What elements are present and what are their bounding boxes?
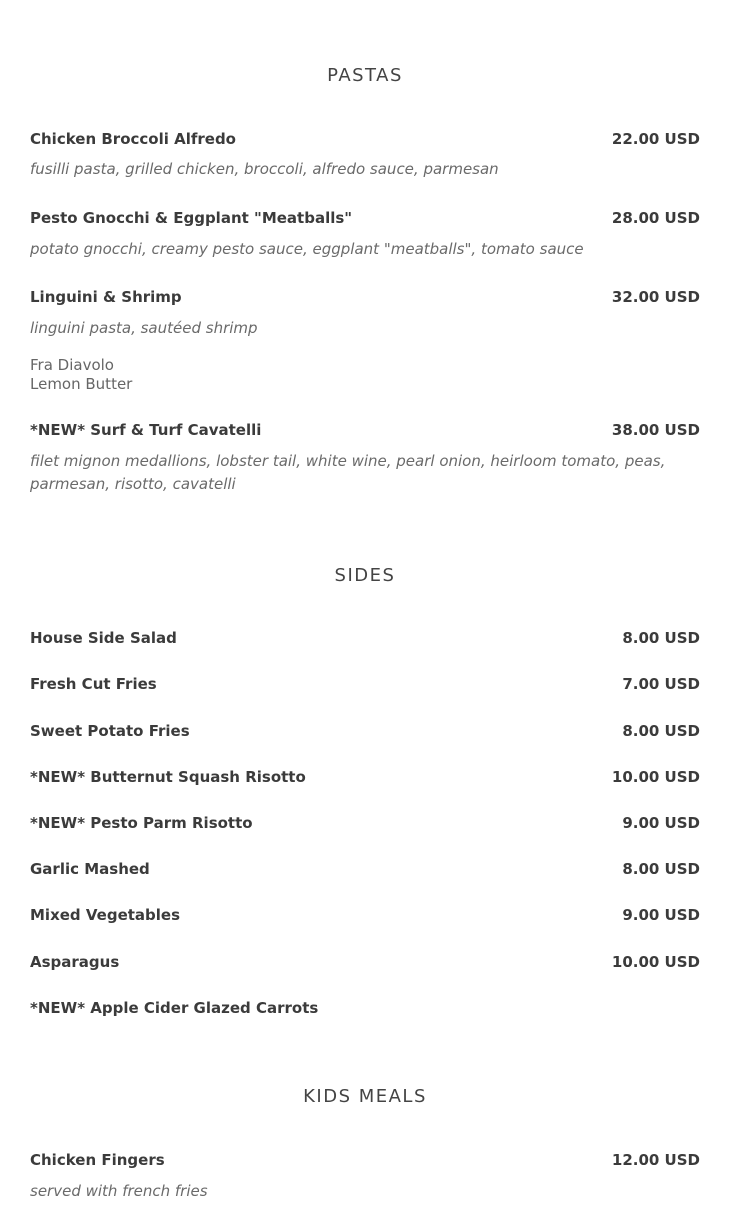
item-name: Pesto Gnocchi & Eggplant "Meatballs"	[30, 209, 353, 227]
item-price: 9.00 USD	[622, 906, 700, 924]
item-option: Lemon Butter	[30, 375, 133, 393]
item-description: linguini pasta, sautéed shrimp	[30, 319, 258, 337]
item-name: Sweet Potato Fries	[30, 722, 190, 740]
item-name: *NEW* Pesto Parm Risotto	[30, 814, 253, 832]
item-name: Garlic Mashed	[30, 860, 150, 878]
section-title-kids-meals: KIDS MEALS	[303, 1086, 427, 1107]
item-description: potato gnocchi, creamy pesto sauce, eggplant "meatballs", tomato sauce	[30, 240, 584, 258]
item-name: *NEW* Butternut Squash Risotto	[30, 768, 306, 786]
item-name: *NEW* Apple Cider Glazed Carrots	[30, 999, 319, 1017]
item-price: 7.00 USD	[622, 675, 700, 693]
item-name: Chicken Broccoli Alfredo	[30, 130, 236, 148]
item-price: 8.00 USD	[622, 860, 700, 878]
item-price: 32.00 USD	[611, 288, 700, 306]
item-name: Asparagus	[30, 953, 120, 971]
item-name: *NEW* Surf & Turf Cavatelli	[30, 421, 262, 439]
item-price: 10.00 USD	[611, 768, 700, 786]
item-price: 38.00 USD	[611, 421, 700, 439]
item-options	[30, 356, 132, 394]
section-title-sides: SIDES	[334, 565, 396, 586]
item-price: 28.00 USD	[611, 209, 700, 227]
item-name: Fresh Cut Fries	[30, 675, 157, 693]
item-price: 8.00 USD	[622, 629, 700, 647]
item-name: Chicken Fingers	[30, 1151, 165, 1169]
item-price: 9.00 USD	[622, 814, 700, 832]
item-description: fusilli pasta, grilled chicken, broccoli, alfredo sauce, parmesan	[30, 160, 499, 178]
item-price: 10.00 USD	[611, 953, 700, 971]
item-name: Mixed Vegetables	[30, 906, 181, 924]
item-description: filet mignon medallions, lobster tail, white wine, pearl onion, heirloom tomato, peas, parmesan, risotto, cavatelli	[30, 452, 666, 493]
item-price: 8.00 USD	[622, 722, 700, 740]
item-price: 12.00 USD	[611, 1151, 700, 1169]
item-description: served with french fries	[30, 1182, 208, 1200]
item-name: House Side Salad	[30, 629, 177, 647]
item-price: 22.00 USD	[611, 130, 700, 148]
item-option: Fra Diavolo	[30, 356, 114, 374]
item-name: Linguini & Shrimp	[30, 288, 182, 306]
section-title-pastas: PASTAS	[327, 65, 403, 86]
